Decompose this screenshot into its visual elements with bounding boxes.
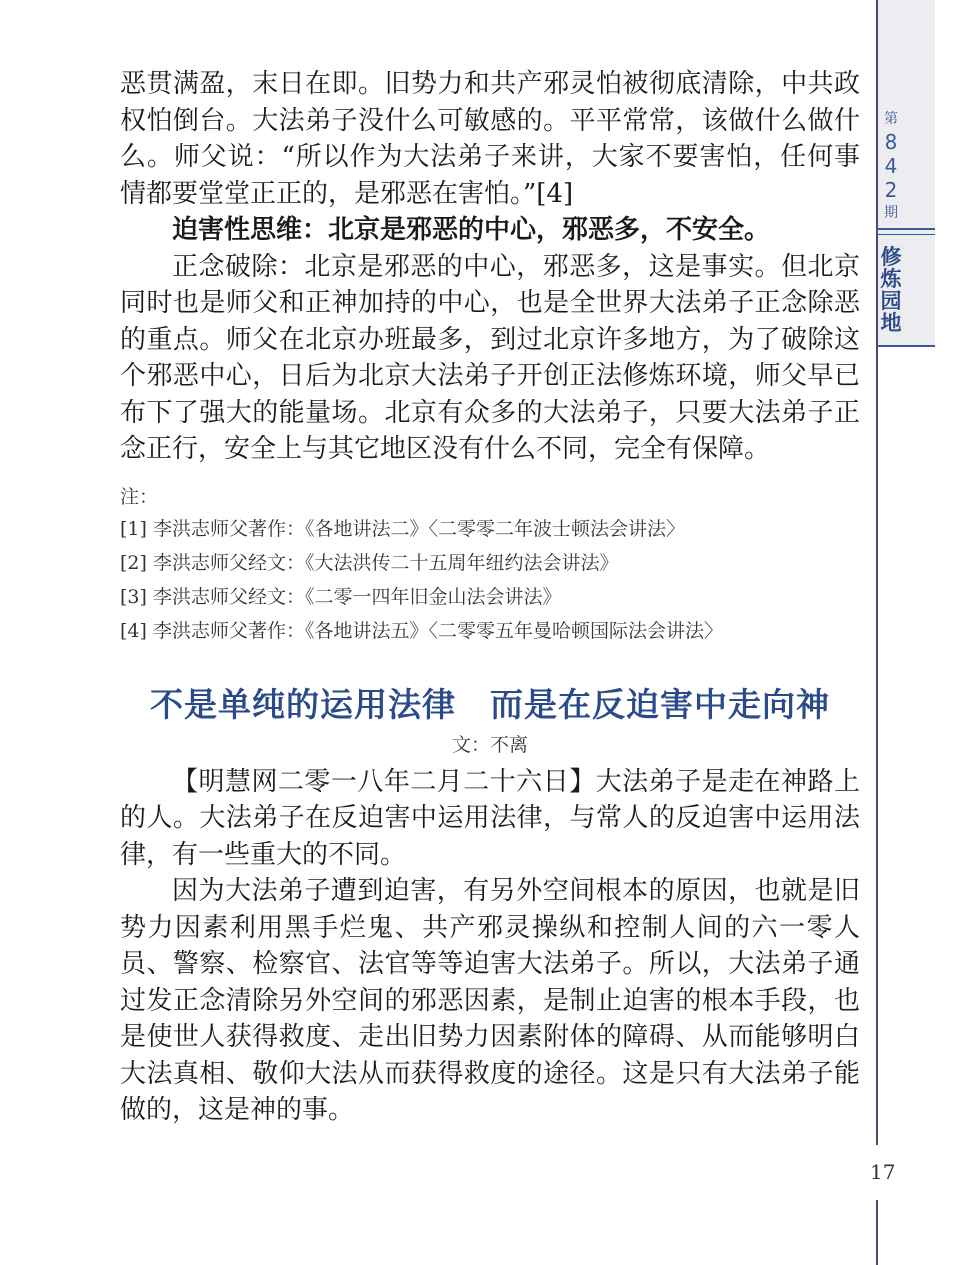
section-char: 园 — [880, 289, 902, 313]
sidebar-divider — [876, 228, 935, 230]
section-heading: 迫害性思维：北京是邪恶的中心，邪恶多，不安全。 — [172, 215, 771, 245]
article-byline: 文：不离 — [451, 733, 528, 756]
issue-prefix: 第 — [884, 111, 898, 127]
footnotes-title: 注： — [120, 485, 159, 508]
section-char: 修 — [880, 245, 902, 269]
section-name — [876, 246, 906, 334]
body-paragraph: 正念破除：北京是邪恶的中心，邪恶多，这是事实。但北京同时也是师父和正神加持的中心，也是全世界大法弟子正念除恶的重点。师父在北京办班最多，到过北京许多地方，为了破除这个邪恶中心，日后为北京大法弟子开创正法修炼环境，师父早已布下了强大的能量场。北京有众多的大法弟子，只要大法弟子正念正行，安全上与其它地区没有什么不同，完全有保障。 — [120, 251, 860, 464]
page-content — [120, 66, 860, 1129]
issue-digit: 8 — [884, 130, 898, 154]
footnote-3: [3] 李洪志师父经文：《二零一四年旧金山法会讲法》 — [120, 585, 562, 608]
issue-digit: 2 — [884, 178, 898, 202]
footnotes — [120, 482, 860, 648]
article-paragraph-2: 因为大法弟子遭到迫害，有另外空间根本的原因，也就是旧势力因素利用黑手烂鬼、共产邪灵操纵和控制人间的六一零人员、警察、检察官、法官等等迫害大法弟子。所以，大法弟子通过发正念清除另外空间的邪恶因素，是制止迫害的根本手段，也是使世人获得救度、走出旧势力因素附体的障碍、从而能够明白大法真相、敬仰大法从而获得救度的途径。这是只有大法弟子能做的，这是神的事。 — [120, 876, 860, 1125]
article-paragraph-1: 【明慧网二零一八年二月二十六日】大法弟子是走在神路上的人。大法弟子在反迫害中运用法律，与常人的反迫害中运用法律，有一些重大的不同。 — [120, 766, 860, 870]
article-title: 不是单纯的运用法律 而是在反迫害中走向神 — [150, 684, 830, 724]
footnote-1: [1] 李洪志师父著作：《各地讲法二》〈二零零二年波士顿法会讲法〉 — [120, 517, 685, 540]
footnote-2: [2] 李洪志师父经文：《大法洪传二十五周年纽约法会讲法》 — [120, 551, 619, 574]
sidebar-tab — [876, 0, 935, 1265]
page-number: 17 — [870, 1160, 896, 1184]
issue-number — [876, 108, 906, 224]
section-char: 地 — [880, 311, 902, 335]
issue-digit: 4 — [884, 154, 898, 178]
footnote-4: [4] 李洪志师父著作：《各地讲法五》〈二零零五年曼哈顿国际法会讲法〉 — [120, 619, 723, 642]
sidebar-divider — [876, 234, 935, 235]
sidebar-divider — [876, 345, 935, 347]
body-paragraph: 恶贯满盈，末日在即。旧势力和共产邪灵怕被彻底清除，中共政权怕倒台。大法弟子没什么可敏感的。平平常常，该做什么做什么。师父说：“所以作为大法弟子来讲，大家不要害怕，任何事情都要堂堂正正的，是邪恶在害怕。”[4] — [120, 69, 860, 209]
sidebar-rule-lower — [876, 1200, 878, 1265]
issue-suffix: 期 — [884, 205, 898, 221]
section-char: 炼 — [880, 267, 902, 291]
